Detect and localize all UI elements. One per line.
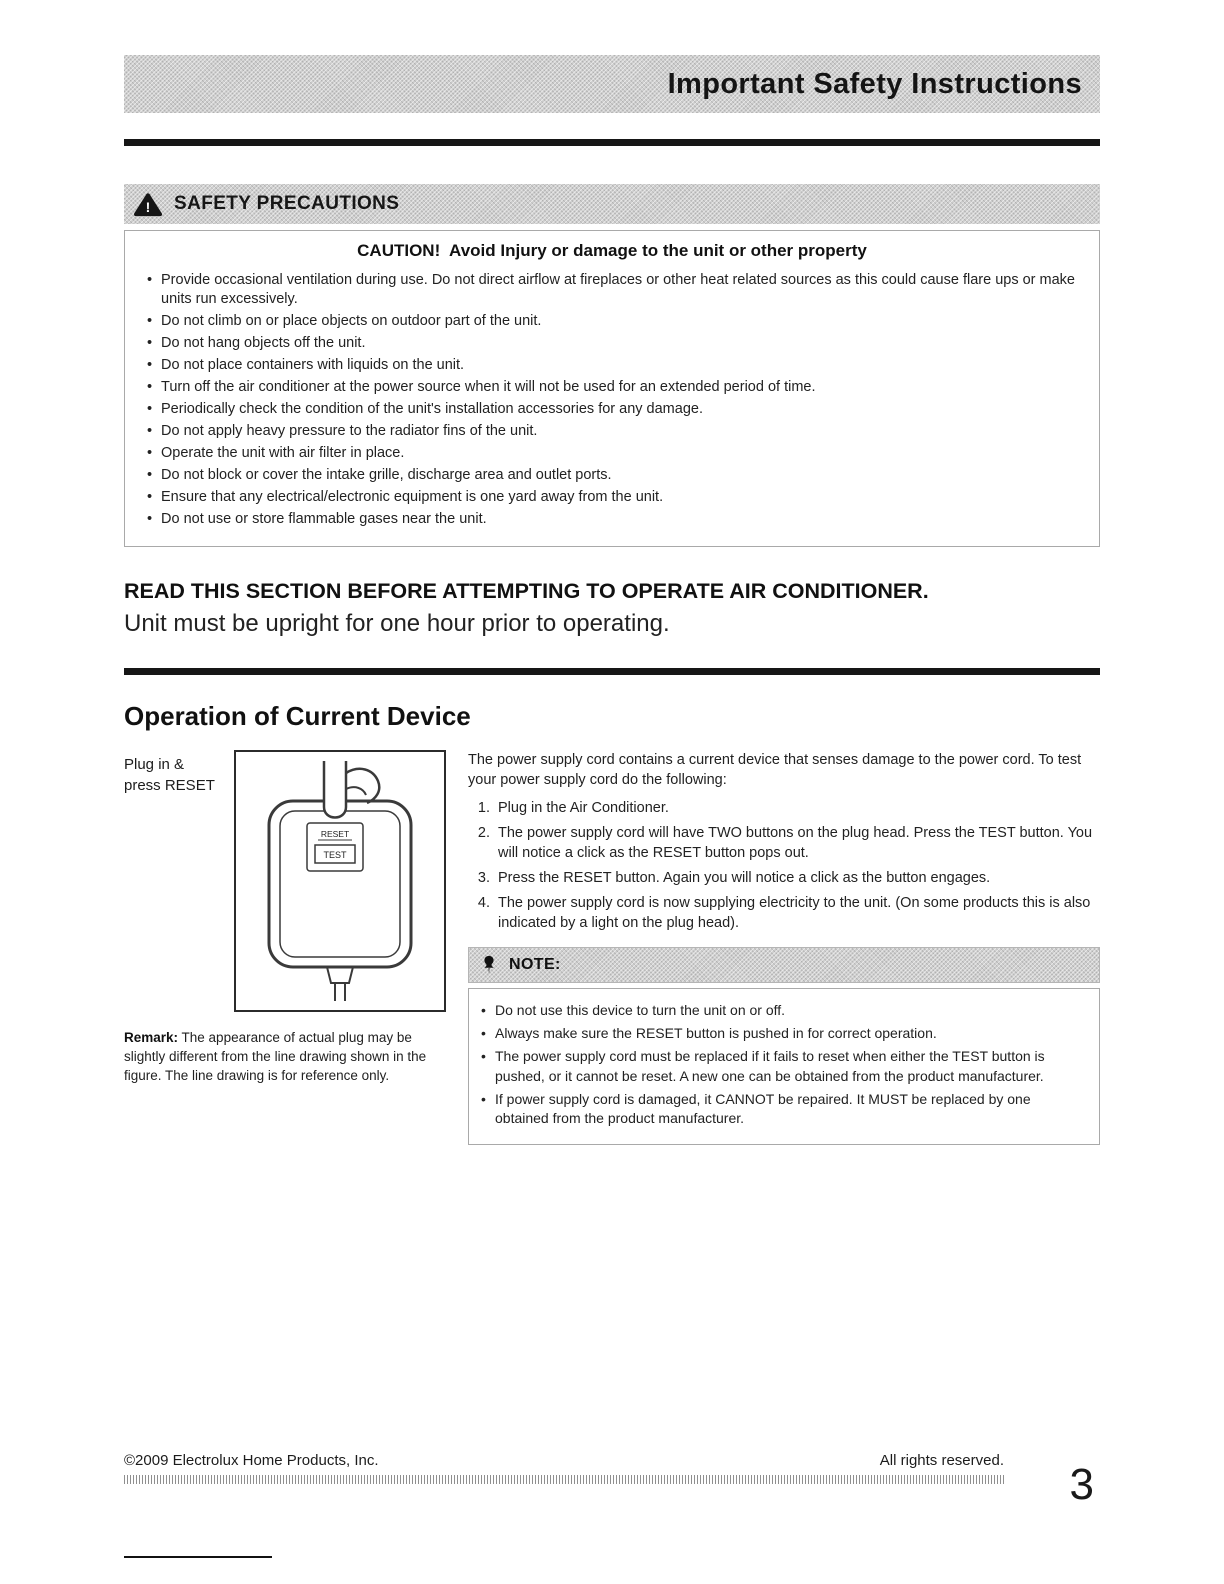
- plug-figure: [245, 761, 435, 1001]
- footnote-line: [124, 1556, 272, 1558]
- list-item: • Do not hang objects off the unit.: [137, 334, 1087, 353]
- list-item: • Operate the unit with air filter in place.: [137, 444, 1087, 463]
- warning-icon: [134, 192, 162, 217]
- page-title: Important Safety Instructions: [667, 67, 1082, 100]
- note-bullet-list: [481, 1001, 1087, 1129]
- footer-copyright: ©2009 Electrolux Home Products, Inc.: [124, 1452, 379, 1469]
- list-item: • Turn off the air conditioner at the power source when it will not be used for an extended period of time.: [137, 378, 1087, 397]
- read-section-heading: READ THIS SECTION BEFORE ATTEMPTING TO OPERATE AIR CONDITIONER.: [124, 578, 929, 603]
- figure-caption: Plug in & press RESET: [124, 755, 215, 794]
- figure-column: [124, 750, 456, 1146]
- remark-label: Remark:: [124, 1029, 179, 1045]
- read-section-subheading: Unit must be upright for one hour prior to operating.: [124, 609, 670, 637]
- list-item: • Do not place containers with liquids on the unit.: [137, 356, 1087, 375]
- list-item: • If power supply cord is damaged, it CANNOT be repaired. It MUST be replaced by one obtained from the product manufacturer.: [481, 1090, 1087, 1129]
- operation-steps: [468, 798, 1100, 933]
- caution-bullet-list: [137, 271, 1087, 529]
- list-item: • Always make sure the RESET button is pushed in for correct operation.: [481, 1024, 1087, 1043]
- note-title: NOTE:: [509, 955, 561, 973]
- list-item: • Ensure that any electrical/electronic equipment is one yard away from the unit.: [137, 488, 1087, 507]
- step-item: 1. Plug in the Air Conditioner.: [494, 798, 1100, 818]
- page-header: [124, 55, 1100, 113]
- operation-intro: The power supply cord contains a current device that senses damage to the power cord. To test your power supply cord do the following:: [468, 751, 1082, 788]
- reset-label: RESET: [320, 828, 350, 839]
- list-item: • Do not climb on or place objects on outdoor part of the unit.: [137, 312, 1087, 331]
- note-box: [468, 988, 1100, 1146]
- step-item: 2. The power supply cord will have TWO buttons on the plug head. Press the TEST button. You will notice a click as the RESET button pops out.: [494, 823, 1100, 863]
- list-item: • Do not use or store flammable gases near the unit.: [137, 510, 1087, 529]
- figure-remark: Remark: The appearance of actual plug may be slightly different from the line drawing shown in the figure. The line drawing is for reference only.: [124, 1029, 427, 1083]
- footer: [124, 1452, 1100, 1509]
- caution-title: CAUTION! Avoid Injury or damage to the unit or other property: [357, 241, 867, 260]
- footer-divider: [124, 1475, 1004, 1484]
- safety-precautions-header: [124, 184, 1100, 224]
- safety-precautions-title: SAFETY PRECAUTIONS: [174, 193, 400, 214]
- section-divider: [124, 139, 1100, 146]
- caution-box: [124, 230, 1100, 547]
- page-number: 3: [1069, 1460, 1094, 1509]
- list-item: • Periodically check the condition of the unit's installation accessories for any damage.: [137, 400, 1087, 419]
- plug-figure-box: [234, 750, 446, 1012]
- list-item: • Provide occasional ventilation during use. Do not direct airflow at fireplaces or other heat related sources as this could cause flare ups or make units run excessively.: [137, 271, 1087, 310]
- pushpin-icon: [479, 955, 499, 975]
- list-item: • Do not use this device to turn the unit on or off.: [481, 1001, 1087, 1020]
- svg-text:!: !: [145, 198, 151, 215]
- step-item: 3. Press the RESET button. Again you will notice a click as the button engages.: [494, 868, 1100, 888]
- list-item: • Do not block or cover the intake grille, discharge area and outlet ports.: [137, 466, 1087, 485]
- test-label: TEST: [323, 849, 347, 860]
- footer-rights: All rights reserved.: [879, 1452, 1004, 1469]
- operation-section-title: Operation of Current Device: [124, 700, 471, 731]
- instructions-column: [456, 750, 1100, 1146]
- list-item: • The power supply cord must be replaced if it fails to reset when either the TEST button is pushed, or it cannot be reset. A new one can be obtained from the product manufacturer.: [481, 1047, 1087, 1086]
- step-item: 4. The power supply cord is now supplying electricity to the unit. (On some products this is also indicated by a light on the plug head).: [494, 893, 1100, 933]
- note-header: [468, 947, 1100, 983]
- section-divider: [124, 668, 1100, 675]
- list-item: • Do not apply heavy pressure to the radiator fins of the unit.: [137, 422, 1087, 441]
- operation-columns: [124, 750, 1100, 1146]
